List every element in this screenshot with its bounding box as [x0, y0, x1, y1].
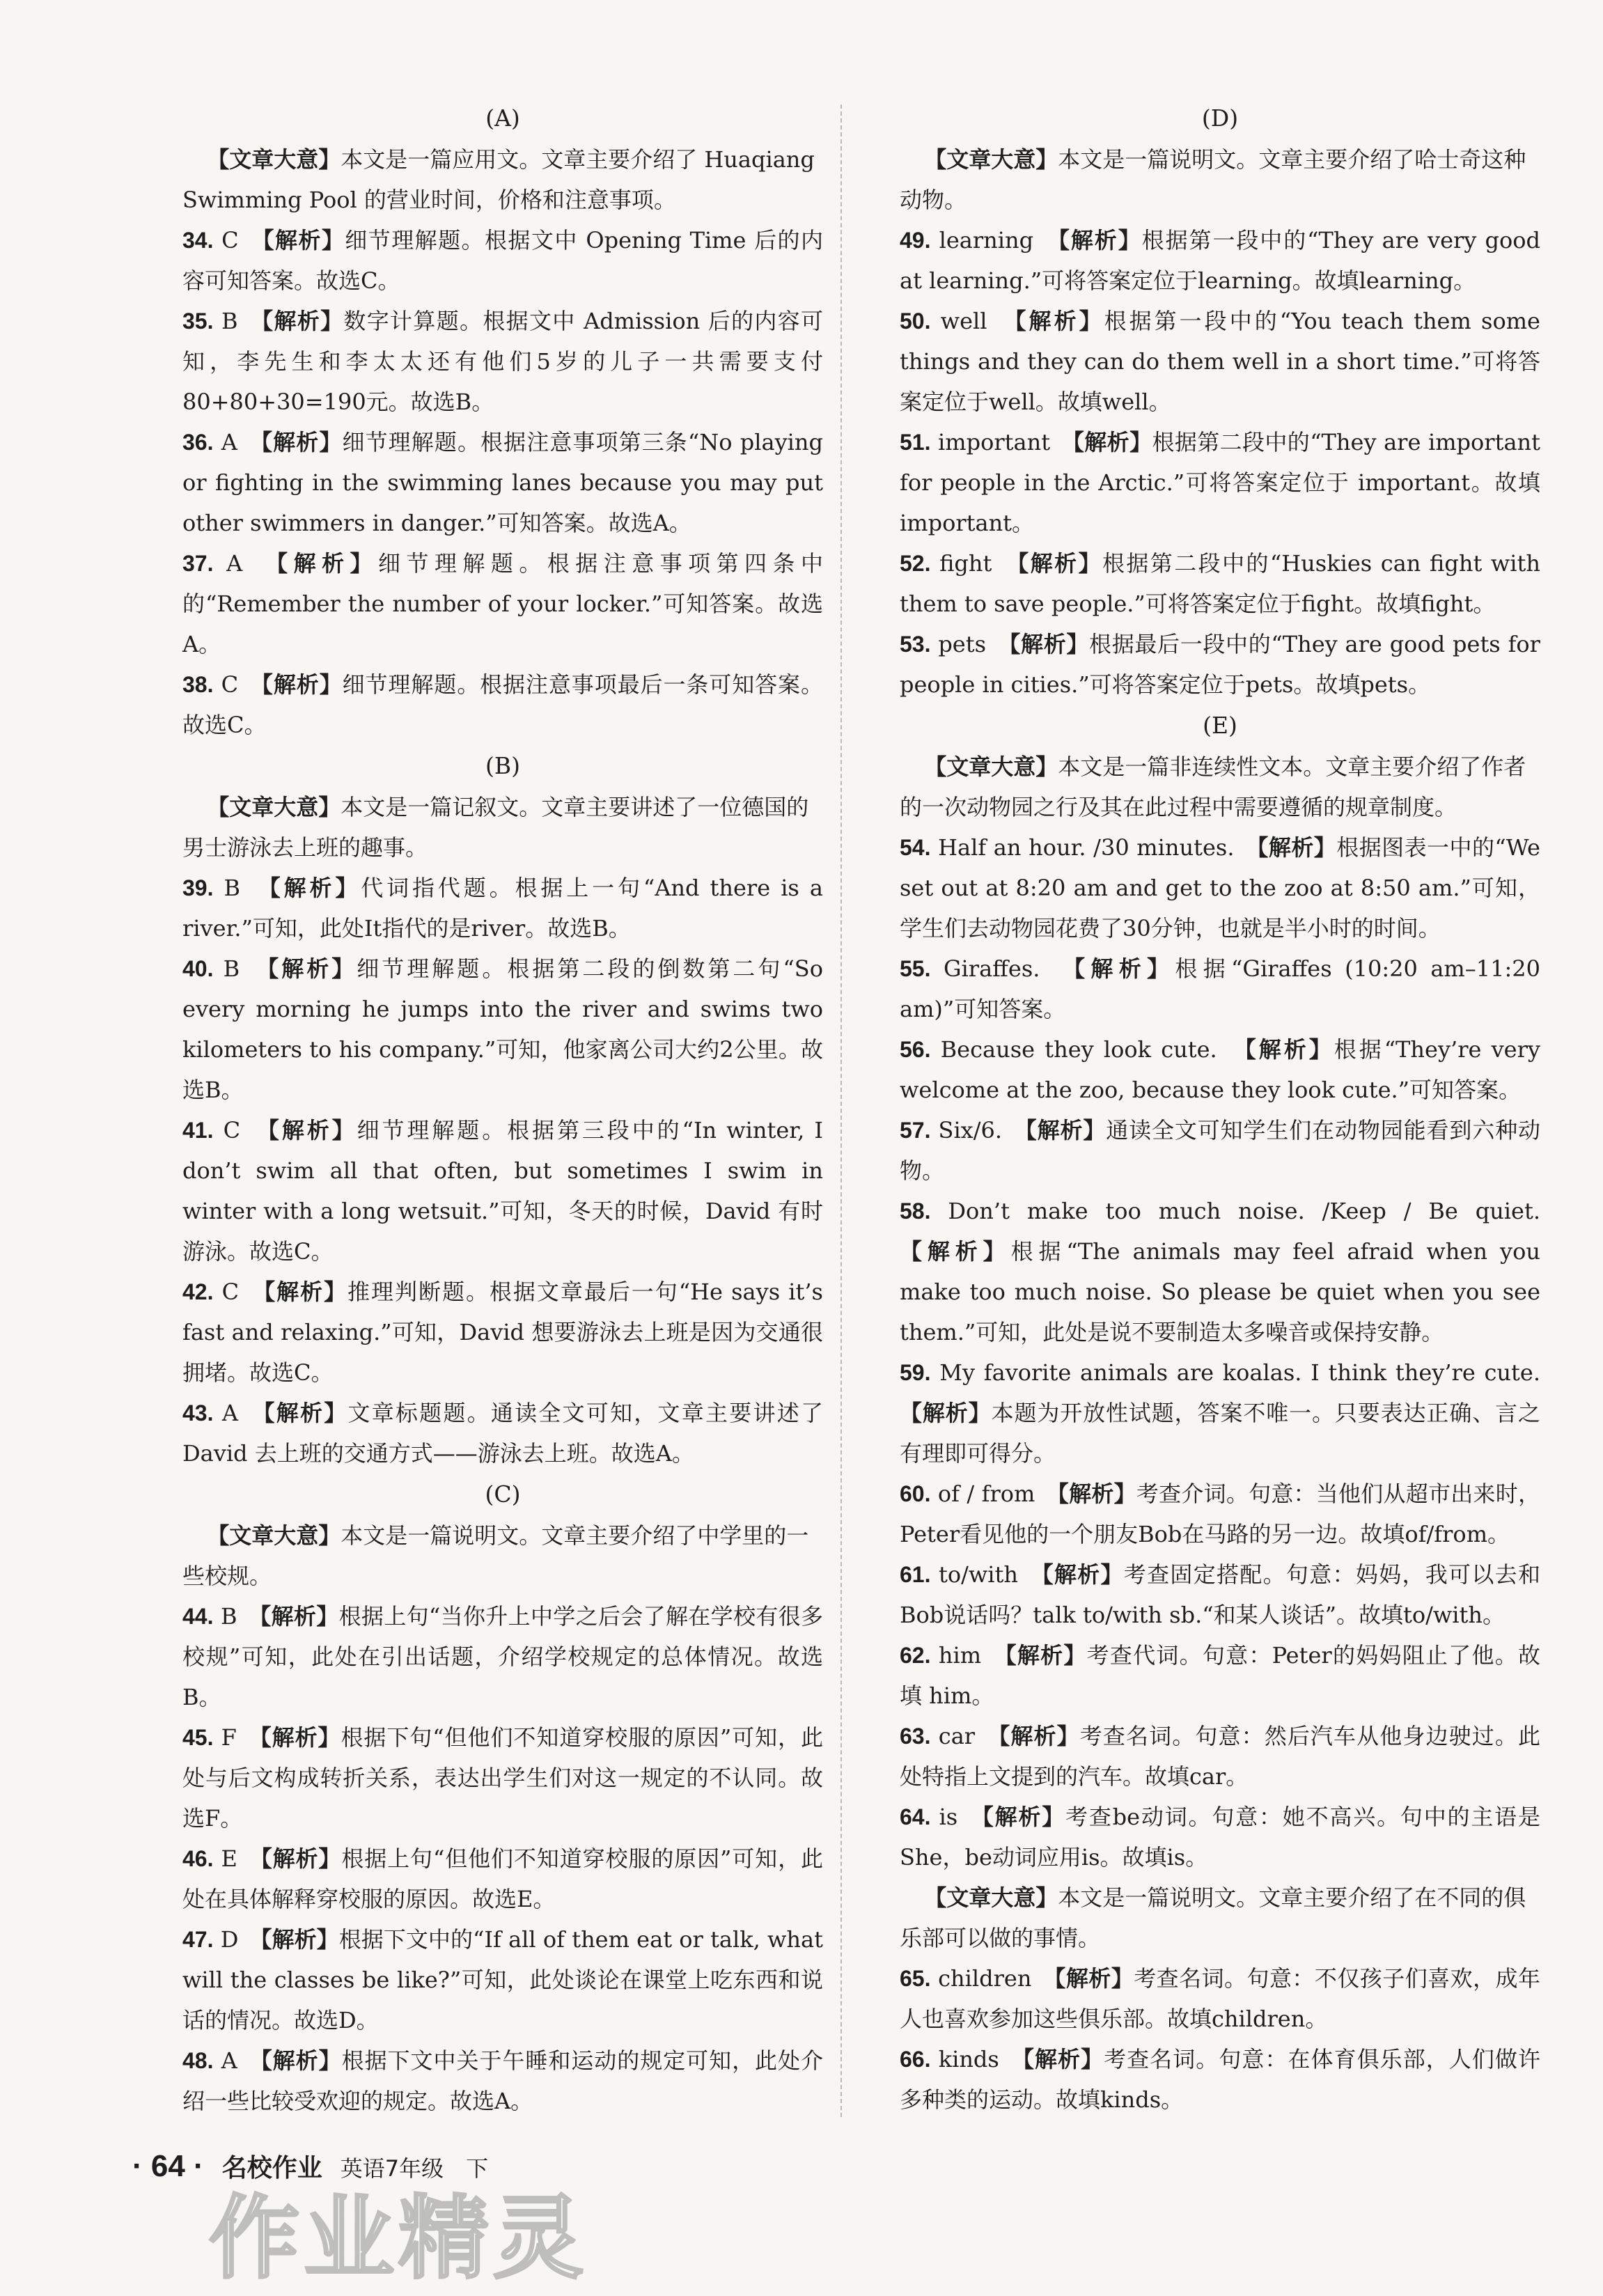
- answer-item: [900, 1110, 1540, 1191]
- analysis-text: 根据下句“但他们不知道穿校服的原因”可知，此处与后文构成转折关系，表达出学生们对这一规定的不认同。故选F。: [182, 1724, 823, 1832]
- analysis-tag: 【解析】: [260, 2047, 342, 2074]
- analysis-text: 考查固定搭配。句意：妈妈，我可以去和Bob说话吗？talk to/with sb.“和某人谈话”。故填to/with。: [900, 1561, 1540, 1628]
- answer-value: to/with: [930, 1561, 1018, 1588]
- analysis-text: 根据“Giraffes (10:20 am–11:20 am)”可知答案。: [900, 955, 1540, 1022]
- analysis-text: 数字计算题。根据文中 Admission 后的内容可知，李先生和李太太还有他们5岁的儿子一共需要支付 80+80+30=190元。故选B。: [182, 308, 823, 415]
- answer-item: [182, 1838, 823, 1919]
- answer-value: fight: [930, 550, 992, 577]
- book-title: 名校作业: [221, 2154, 322, 2182]
- question-number: 48.: [182, 2048, 214, 2073]
- summary-tag: 【文章大意】: [207, 146, 341, 173]
- answer-value: Because they look cute.: [930, 1036, 1217, 1063]
- question-number: 39.: [182, 875, 214, 900]
- answer-item: [900, 1474, 1540, 1554]
- answer-item: [900, 1958, 1540, 2039]
- question-number: 37.: [182, 551, 214, 576]
- summary-paragraph: [900, 747, 1540, 827]
- summary-tag: 【文章大意】: [924, 1884, 1058, 1911]
- answer-value: car: [930, 1723, 976, 1749]
- analysis-text: 考查名词。句意：然后汽车从他身边驶过。此处特指上文提到的汽车。故填car。: [900, 1723, 1540, 1790]
- analysis-tag: 【解析】: [999, 1723, 1080, 1749]
- answer-item: [900, 1716, 1540, 1797]
- analysis-text: 细节理解题。根据第二段的倒数第二句“So every morning he jumps into the river and swims two kilometers to his company.”可知，他家离公司大约2公里。故选B。: [182, 955, 823, 1103]
- question-number: 60.: [900, 1481, 931, 1506]
- summary-tag: 【文章大意】: [924, 753, 1058, 780]
- question-number: 38.: [182, 672, 214, 697]
- analysis-tag: 【解析】: [267, 955, 357, 982]
- analysis-tag: 【解析】: [260, 1603, 339, 1630]
- watermark-logo: 作业精灵: [209, 2185, 588, 2291]
- analysis-tag: 【解析】: [260, 1845, 342, 1872]
- answer-value: pets: [930, 631, 987, 657]
- answer-value: Don’t make too much noise. /Keep / Be quiet.: [930, 1198, 1540, 1224]
- answer-item: [900, 1554, 1540, 1635]
- question-number: 44.: [182, 1604, 214, 1629]
- analysis-text: 根据“The animals may feel afraid when you make too much noise. So please be quiet when you see them.”可知，此处是说不要制造太多噪音或保持安静。: [900, 1238, 1540, 1345]
- answer-value: E: [213, 1845, 237, 1872]
- analysis-tag: 【解析】: [1057, 1481, 1136, 1507]
- question-number: 63.: [900, 1724, 931, 1749]
- analysis-text: 通读全文可知学生们在动物园能看到六种动物。: [900, 1117, 1540, 1184]
- answer-value: B: [213, 875, 241, 901]
- section-label: (D): [1201, 104, 1239, 132]
- summary-paragraph: [900, 139, 1540, 220]
- answer-value: B: [213, 955, 240, 982]
- question-number: 57.: [900, 1118, 931, 1143]
- question-number: 40.: [182, 956, 214, 981]
- analysis-text: 考查介词。句意：当他们从超市出来时，Peter看见他的一个朋友Bob在马路的另一边。故填of/from。: [900, 1481, 1540, 1547]
- summary-tag: 【文章大意】: [924, 146, 1058, 173]
- question-number: 59.: [900, 1360, 931, 1385]
- analysis-tag: 【解析】: [269, 875, 361, 901]
- summary-text: 本文是一篇应用文。文章主要介绍了 Huaqiang Swimming Pool 的营业时间，价格和注意事项。: [182, 146, 815, 213]
- question-number: 56.: [900, 1037, 931, 1062]
- analysis-text: 根据第二段中的“Huskies can fight with them to save people.”可将答案定位于fight。故填fight。: [900, 550, 1540, 617]
- right-column: [900, 97, 1540, 2120]
- answer-item: [900, 1797, 1540, 1877]
- analysis-tag: 【解析】: [264, 1279, 348, 1305]
- question-number: 45.: [182, 1725, 214, 1750]
- analysis-text: 细节理解题。根据第三段中的“In winter, I don’t swim all that often, but sometimes I swim in winter with a long wetsuit.”可知，冬天的时候，David 有时游泳。故选C。: [182, 1117, 823, 1265]
- analysis-tag: 【解析】: [982, 1804, 1066, 1830]
- answer-item: [900, 1352, 1540, 1474]
- answer-value: C: [213, 671, 239, 698]
- question-number: 35.: [182, 309, 214, 334]
- answer-item: [182, 422, 823, 543]
- answer-value: Six/6.: [930, 1117, 1003, 1143]
- analysis-tag: 【解析】: [1015, 308, 1104, 334]
- answer-item: [900, 1635, 1540, 1716]
- analysis-tag: 【解析】: [1074, 955, 1175, 982]
- analysis-tag: 【解析】: [1005, 1642, 1087, 1669]
- analysis-text: 根据最后一段中的“They are good pets for people in cities.”可将答案定位于pets。故填pets。: [900, 631, 1540, 698]
- analysis-text: 细节理解题。根据注意事项最后一条可知答案。故选C。: [182, 671, 823, 738]
- analysis-tag: 【解析】: [267, 1117, 357, 1143]
- analysis-tag: 【解析】: [1022, 2046, 1104, 2072]
- question-number: 64.: [900, 1804, 931, 1829]
- summary-tag: 【文章大意】: [207, 794, 341, 820]
- answer-value: My favorite animals are koalas. I think they’re cute.: [930, 1359, 1540, 1386]
- answer-item: [182, 1919, 823, 2040]
- question-number: 50.: [900, 309, 931, 334]
- summary-text: 本文是一篇记叙文。文章主要讲述了一位德国的男士游泳去上班的趣事。: [182, 794, 809, 861]
- grade-label: 英语7年级 下: [340, 2155, 489, 2182]
- summary-tag: 【文章大意】: [207, 1522, 341, 1549]
- question-number: 41.: [182, 1118, 214, 1143]
- analysis-text: 文章标题题。通读全文可知，文章主要讲述了 David 去上班的交通方式——游泳去上班。故选A。: [182, 1400, 823, 1467]
- column-divider: [840, 104, 842, 2117]
- answer-item: [900, 1029, 1540, 1110]
- summary-paragraph: [182, 1515, 823, 1596]
- analysis-tag: 【解析】: [260, 1926, 339, 1953]
- summary-text: 本文是一篇说明文。文章主要介绍了在不同的俱乐部可以做的事情。: [900, 1884, 1526, 1951]
- summary-text: 本文是一篇说明文。文章主要介绍了哈士奇这种动物。: [900, 146, 1526, 213]
- analysis-text: 推理判断题。根据文章最后一句“He says it’s fast and relaxing.”可知，David 想要游泳去上班是因为交通很拥堵。故选C。: [182, 1279, 823, 1386]
- analysis-tag: 【解析】: [900, 1238, 1011, 1265]
- analysis-tag: 【解析】: [262, 308, 344, 334]
- question-number: 62.: [900, 1643, 931, 1668]
- analysis-tag: 【解析】: [1244, 1036, 1334, 1063]
- analysis-text: 考查代词。句意：Peter的妈妈阻止了他。故填 him。: [900, 1642, 1540, 1709]
- analysis-tag: 【解析】: [261, 429, 343, 455]
- analysis-tag: 【解析】: [1009, 631, 1090, 657]
- analysis-tag: 【解析】: [1257, 834, 1337, 861]
- question-number: 46.: [182, 1846, 214, 1871]
- analysis-tag: 【解析】: [1017, 550, 1102, 577]
- analysis-text: 考查be动词。句意：她不高兴。句中的主语是She，be动词应用is。故填is。: [900, 1804, 1540, 1871]
- answer-item: [900, 422, 1540, 543]
- question-number: 66.: [900, 2047, 931, 2072]
- question-number: 53.: [900, 632, 931, 657]
- answer-item: [900, 948, 1540, 1029]
- answer-item: [182, 664, 823, 745]
- answer-value: A: [213, 550, 243, 577]
- analysis-tag: 【解析】: [260, 1724, 341, 1751]
- analysis-text: 根据第一段中的“You teach them some things and they can do them well in a short time.”可将答案定位于well。故填well。: [900, 308, 1540, 415]
- section-label: (B): [485, 752, 520, 779]
- answer-item: [182, 1393, 823, 1474]
- answer-item: [900, 543, 1540, 624]
- answer-value: well: [930, 308, 987, 334]
- question-number: 42.: [182, 1279, 214, 1304]
- answer-item: [182, 868, 823, 948]
- analysis-text: 细节理解题。根据注意事项第四条中的“Remember the number of your locker.”可知答案。故选A。: [182, 550, 823, 657]
- section-label: (A): [485, 104, 520, 132]
- analysis-text: 考查名词。句意：在体育俱乐部，人们做许多种类的运动。故填kinds。: [900, 2046, 1540, 2113]
- analysis-text: 代词指代题。根据上一句“And there is a river.”可知，此处It指代的是river。故选B。: [182, 875, 823, 942]
- analysis-text: 考查名词。句意：不仅孩子们喜欢，成年人也喜欢参加这些俱乐部。故填children。: [900, 1965, 1540, 2032]
- analysis-tag: 【解析】: [1058, 227, 1142, 253]
- answer-value: F: [213, 1724, 237, 1751]
- summary-paragraph: [182, 139, 823, 220]
- question-number: 58.: [900, 1198, 931, 1224]
- question-number: 43.: [182, 1400, 214, 1426]
- answer-value: A: [213, 429, 237, 455]
- analysis-text: 根据上句“当你升上中学之后会了解在学校有很多校规”可知，此处在引出话题，介绍学校规定的总体情况。故选B。: [182, 1603, 823, 1710]
- question-number: 65.: [900, 1966, 931, 1991]
- answer-value: learning: [930, 227, 1034, 253]
- left-column: [182, 97, 823, 2121]
- summary-paragraph: [900, 1877, 1540, 1958]
- analysis-tag: 【解析】: [1072, 429, 1152, 455]
- answer-value: B: [213, 308, 238, 334]
- answer-value: of / from: [930, 1481, 1035, 1507]
- analysis-tag: 【解析】: [263, 1400, 348, 1426]
- question-number: 61.: [900, 1562, 931, 1587]
- answer-value: C: [213, 227, 239, 253]
- summary-paragraph: [182, 787, 823, 868]
- answer-item: [900, 827, 1540, 948]
- analysis-text: 根据下文中的“If all of them eat or talk, what will the classes be like?”可知，此处谈论在课堂上吃东西和说话的情况。故选D。: [182, 1926, 823, 2033]
- answer-value: him: [930, 1642, 982, 1669]
- answer-item: [182, 1596, 823, 1717]
- question-number: 55.: [900, 956, 931, 981]
- answer-item: [900, 220, 1540, 301]
- question-number: 49.: [900, 228, 931, 253]
- answer-item: [182, 301, 823, 422]
- answer-item: [182, 220, 823, 301]
- answer-value: Half an hour. /30 minutes.: [930, 834, 1235, 861]
- analysis-text: 细节理解题。根据注意事项第三条“No playing or fighting in the swimming lanes because you may put other swimmers in danger.”可知答案。故选A。: [182, 429, 823, 536]
- analysis-tag: 【解析】: [276, 550, 379, 577]
- analysis-text: 本题为开放性试题，答案不唯一。只要表达正确、言之有理即可得分。: [900, 1400, 1540, 1467]
- analysis-tag: 【解析】: [1054, 1965, 1134, 1992]
- section-label: (C): [485, 1481, 521, 1508]
- question-number: 54.: [900, 835, 931, 860]
- analysis-tag: 【解析】: [261, 671, 343, 698]
- answer-item: [900, 2039, 1540, 2120]
- answer-item: [900, 1191, 1540, 1352]
- answer-value: D: [213, 1926, 239, 1953]
- analysis-tag: 【解析】: [1025, 1117, 1107, 1143]
- answer-value: children: [930, 1965, 1032, 1992]
- answer-value: A: [213, 2047, 237, 2074]
- summary-text: 本文是一篇说明文。文章主要介绍了中学里的一些校规。: [182, 1522, 809, 1589]
- answer-value: C: [213, 1117, 241, 1143]
- analysis-text: 根据“They’re very welcome at the zoo, because they look cute.”可知答案。: [900, 1036, 1540, 1103]
- analysis-text: 根据上句“但他们不知道穿校服的原因”可知，此处在具体解释穿校服的原因。故选E。: [182, 1845, 823, 1912]
- answer-value: important: [930, 429, 1051, 455]
- analysis-tag: 【解析】: [900, 1400, 992, 1426]
- section-label: (E): [1203, 712, 1237, 739]
- answer-item: [182, 2040, 823, 2121]
- answer-item: [182, 1272, 823, 1393]
- answer-item: [900, 624, 1540, 705]
- analysis-text: 根据下文中关于午睡和运动的规定可知，此处介绍一些比较受欢迎的规定。故选A。: [182, 2047, 823, 2114]
- answer-value: kinds: [930, 2046, 999, 2072]
- answer-value: B: [213, 1603, 237, 1630]
- summary-text: 本文是一篇非连续性文本。文章主要介绍了作者的一次动物园之行及其在此过程中需要遵循的规章制度。: [900, 753, 1526, 820]
- analysis-text: 细节理解题。根据文中 Opening Time 后的内容可知答案。故选C。: [182, 227, 823, 294]
- answer-value: Giraffes.: [930, 955, 1040, 982]
- question-number: 47.: [182, 1927, 214, 1952]
- analysis-text: 根据第一段中的“They are very good at learning.”可将答案定位于learning。故填learning。: [900, 227, 1540, 294]
- question-number: 34.: [182, 228, 214, 253]
- analysis-text: 根据图表一中的“We set out at 8:20 am and get to the zoo at 8:50 am.”可知，学生们去动物园花费了30分钟，也就是半小时的时间。: [900, 834, 1540, 942]
- answer-item: [182, 948, 823, 1110]
- question-number: 52.: [900, 551, 931, 576]
- answer-item: [182, 1717, 823, 1838]
- question-number: 51.: [900, 430, 931, 455]
- analysis-text: 根据第二段中的“They are important for people in the Arctic.”可将答案定位于 important。故填important。: [900, 429, 1540, 536]
- answer-item: [182, 1110, 823, 1272]
- answer-item: [900, 301, 1540, 422]
- answer-value: A: [213, 1400, 239, 1426]
- analysis-tag: 【解析】: [263, 227, 345, 253]
- analysis-tag: 【解析】: [1042, 1561, 1124, 1588]
- page-number: · 64 ·: [132, 2149, 204, 2183]
- answer-value: C: [213, 1279, 240, 1305]
- answer-item: [182, 543, 823, 664]
- question-number: 36.: [182, 430, 214, 455]
- answer-value: is: [930, 1804, 958, 1830]
